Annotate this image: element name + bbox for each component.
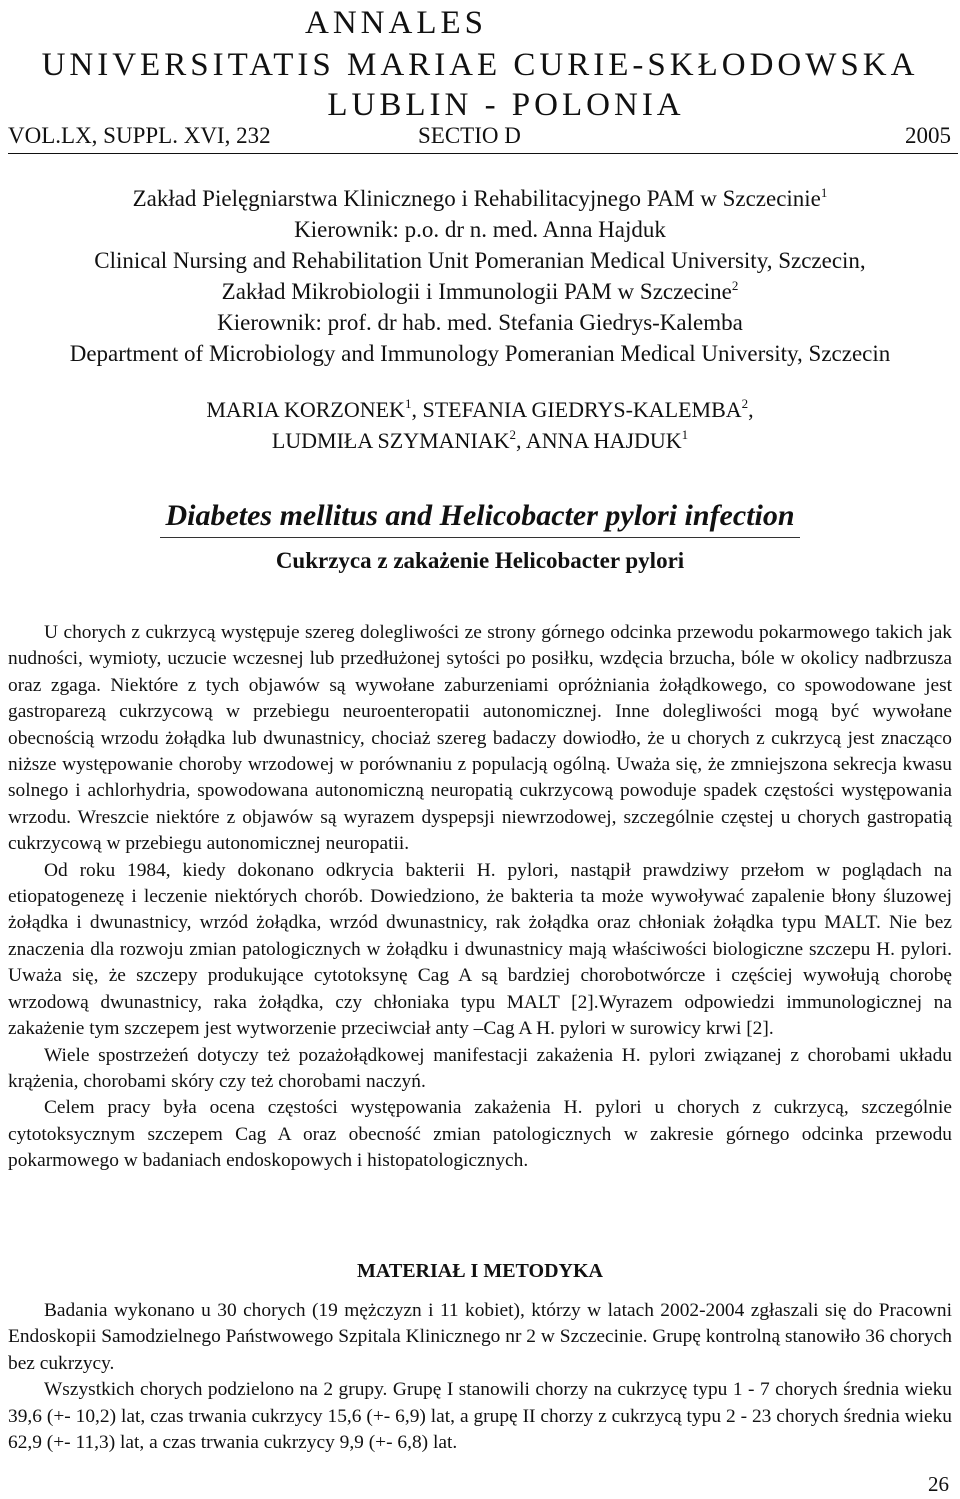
page-number: 26 — [928, 1472, 949, 1496]
journal-title-line-1: ANNALES — [305, 5, 487, 41]
affiliation-3: Clinical Nursing and Rehabilitation Unit Pomeranian Medical University, Szczecin, — [94, 248, 866, 273]
authors-line-1: MARIA KORZONEK$^1$, STEFANIA GIEDRYS-KALEMBA$^2$, — [206, 396, 754, 422]
affiliation-2: Kierownik: p.o. dr n. med. Anna Hajduk — [294, 217, 666, 242]
journal-title-line-3: LUBLIN - POLONIA — [327, 87, 685, 123]
methods-text — [8, 1298, 952, 1456]
affiliation-4: Zakład Mikrobiologii i Immunologii PAM w Szczecine$^2$ — [221, 278, 739, 304]
title-underline — [160, 537, 800, 538]
section-heading: MATERIAŁ I METODYKA — [357, 1260, 603, 1282]
article-title-english: Diabetes mellitus and Helicobacter pylori infection — [165, 499, 795, 532]
year-info: 2005 — [905, 123, 951, 148]
article-title-polish: Cukrzyca z zakażenie Helicobacter pylori — [275, 548, 685, 573]
affiliation-5: Kierownik: prof. dr hab. med. Stefania Giedrys-Kalemba — [217, 310, 743, 335]
authors-line-2: LUDMIŁA SZYMANIAK$^2$, ANNA HAJDUK$^1$ — [271, 427, 689, 453]
paragraph: Celem pracy była ocena częstości występowania zakażenia H. pylori u chorych z cukrzycą, szczególnie cytotoksycznym szczepem Cag A oraz obecność zmian patologicznych w zakresie górnego odcinka przewodu pokarmowego w badaniach endoskopowych i histopatologicznych. — [8, 1097, 952, 1172]
paragraph: U chorych z cukrzycą występuje szereg dolegliwości ze strony górnego odcinka przewodu pokarmowego takich jak nudności, wymioty, uczucie wczesnej lub przedłużonej sytości po posiłku, wzdęcia brzucha, bóle w okolicy nadbrzusza oraz zgaga. Niektóre z tych objawów są wywołane zaburzeniami opróżniania żołądkowego, co spowodowane jest gastroparezą cukrzycową w przebiegu neuroenteropatii autonomicznej. Inne dolegliwości mogą być wywołane obecnością wrzodu żołądka lub dwunastnicy, chociaż szereg badaczy dowiodło, że u chorych z cukrzycą jest znacząco niższe występowanie choroby wrzodowej w porównaniu z populacją ogólną. Uważa się, że zmniejszona sekrecja kwasu solnego i achlorhydria, spowodowana autonomiczną neuropatią cukrzycową powoduje spadek częstości występowania wrzodu. Wreszcie niektóre z objawów są wyrazem dyspepsji niewrzodowej, szczególnie częstej u chorych gastropatią cukrzycową w przebiegu autonomicznej neuropatii. — [8, 622, 952, 855]
affiliation-6: Department of Microbiology and Immunology Pomeranian Medical University, Szczecin — [69, 341, 891, 366]
affiliation-1: Zakład Pielęgniarstwa Klinicznego i Rehabilitacyjnego PAM w Szczecinie$^1$ — [132, 185, 828, 211]
volume-row — [8, 120, 951, 152]
paragraph: Wiele spostrzeżeń dotyczy też pozażołądkowej manifestacji zakażenia H. pylori związanej z chorobami układu krążenia, chorobami skóry czy też chorobami naczyń. — [8, 1044, 952, 1092]
introduction-text — [8, 620, 952, 1175]
paragraph: Badania wykonano u 30 chorych (19 mężczyzn i 11 kobiet), którzy w latach 2002-2004 zgłaszali się do Pracowni Endoskopii Samodzielnego Państwowego Szpitala Klinicznego nr 2 w Szczecinie. Grupę kontrolną stanowiło 36 chorych bez cukrzycy. — [8, 1300, 952, 1374]
volume-info: VOL.LX, SUPPL. XVI, 232 — [8, 123, 271, 148]
header-divider — [8, 153, 958, 154]
paragraph: Od roku 1984, kiedy dokonano odkrycia bakterii H. pylori, nastąpił prawdziwy przełom w poglądach na etiopatogenezę i leczenie niektórych chorób. Dowiedziono, że bakteria ta może wywoływać zapalenie błony śluzowej żołądka i dwunastnicy, wrzód żołądka, wrzód dwunastnicy, rak żołądka oraz chłoniak żołądka typu MALT. Nie bez znaczenia dla rozwoju zmian patologicznych w żołądku i dwunastnicy mają właściwości biologiczne szczepu H. pylori. Uważa się, że szczepy produkujące cytotoksynę Cag A są bardziej chorobotwórcze i częściej wywołują chorobę wrzodową dwunastnicy, raka żołądka, czy chłoniaka typu MALT [2].Wyrazem odpowiedzi immunologicznej na zakażenie tym szczepem jest wytworzenie przeciwciał anty –Cag A H. pylori w surowicy krwi [2]. — [8, 859, 952, 1040]
section-info: SECTIO D — [418, 123, 521, 148]
journal-title-line-2: UNIVERSITATIS MARIAE CURIE-SKŁODOWSKA — [41, 47, 919, 83]
paragraph: Wszystkich chorych podzielono na 2 grupy. Grupę I stanowili chorzy na cukrzycę typu 1 - 7 chorych średnia wieku 39,6 (+- 10,2) lat, czas trwania cukrzycy 15,6 (+- 6,9) lat, a grupę II chorzy z cukrzycą typu 2 - 23 chorych średnia wieku 62,9 (+- 11,3) lat, a czas trwania cukrzycy 9,9 (+- 6,8) lat. — [8, 1379, 952, 1454]
